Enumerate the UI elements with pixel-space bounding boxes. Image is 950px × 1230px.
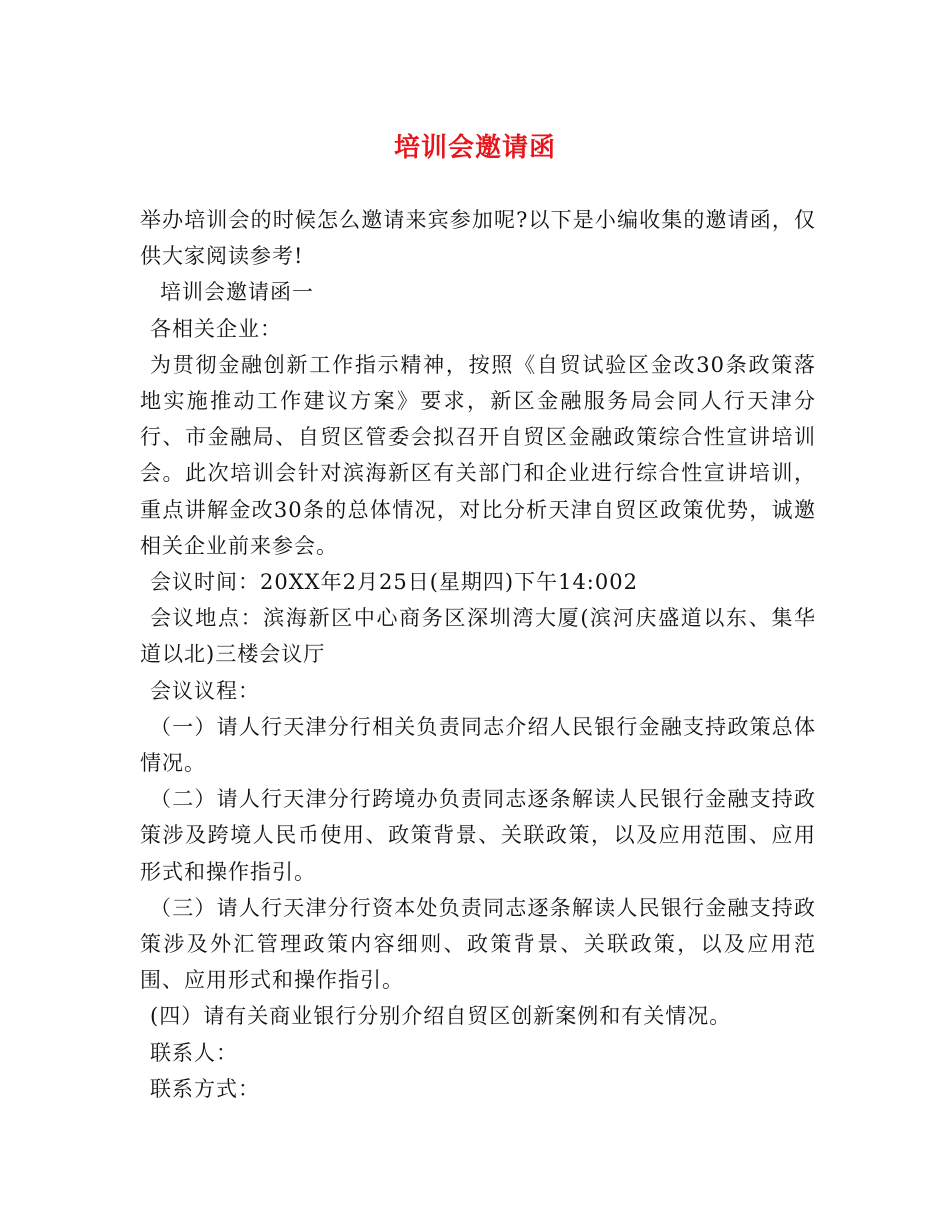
section-heading: 培训会邀请函一 xyxy=(160,280,314,305)
agenda-item: (四）请有关商业银行分别介绍自贸区创新案例和有关情况。 xyxy=(150,1004,732,1029)
contact-method: 联系方式： xyxy=(150,1076,260,1101)
agenda-item: （一）请人行天津分行相关负责同志介绍人民银行金融支持政策总体情况。 xyxy=(140,714,816,776)
document-title: 培训会邀请函 xyxy=(393,133,556,163)
document-body xyxy=(140,202,816,1107)
agenda-item: （二）请人行天津分行跨境办负责同志逐条解读人民银行金融支持政策涉及跨境人民币使用、政策背景、关联政策，以及应用范围、应用形式和操作指引。 xyxy=(140,787,816,884)
contact-person: 联系人： xyxy=(150,1040,238,1065)
main-paragraph: 为贯彻金融创新工作指示精神，按照《自贸试验区金改30条政策落地实施推动工作建议方案》要求，新区金融服务局会同人行天津分行、市金融局、自贸区管委会拟召开自贸区金融政策综合性宣讲培训会。此次培训会针对滨海新区有关部门和企业进行综合性宣讲培训，重点讲解金改30条的总体情况，对比分析天津自贸区政策优势，诚邀相关企业前来参会。 xyxy=(140,352,816,558)
meeting-location: 会议地点：滨海新区中心商务区深圳湾大厦(滨河庆盛道以东、集华道以北)三楼会议厅 xyxy=(140,606,816,667)
intro-paragraph: 举办培训会的时候怎么邀请来宾参加呢?以下是小编收集的邀请函，仅供大家阅读参考! xyxy=(140,208,816,269)
agenda-heading: 会议议程： xyxy=(150,678,260,703)
salutation: 各相关企业： xyxy=(150,316,282,341)
meeting-time: 会议时间：20XX年2月25日(星期四)下午14:002 xyxy=(150,570,638,595)
agenda-item: （三）请人行天津分行资本处负责同志逐条解读人民银行金融支持政策涉及外汇管理政策内容细则、政策背景、关联政策，以及应用范围、应用形式和操作指引。 xyxy=(140,895,816,993)
